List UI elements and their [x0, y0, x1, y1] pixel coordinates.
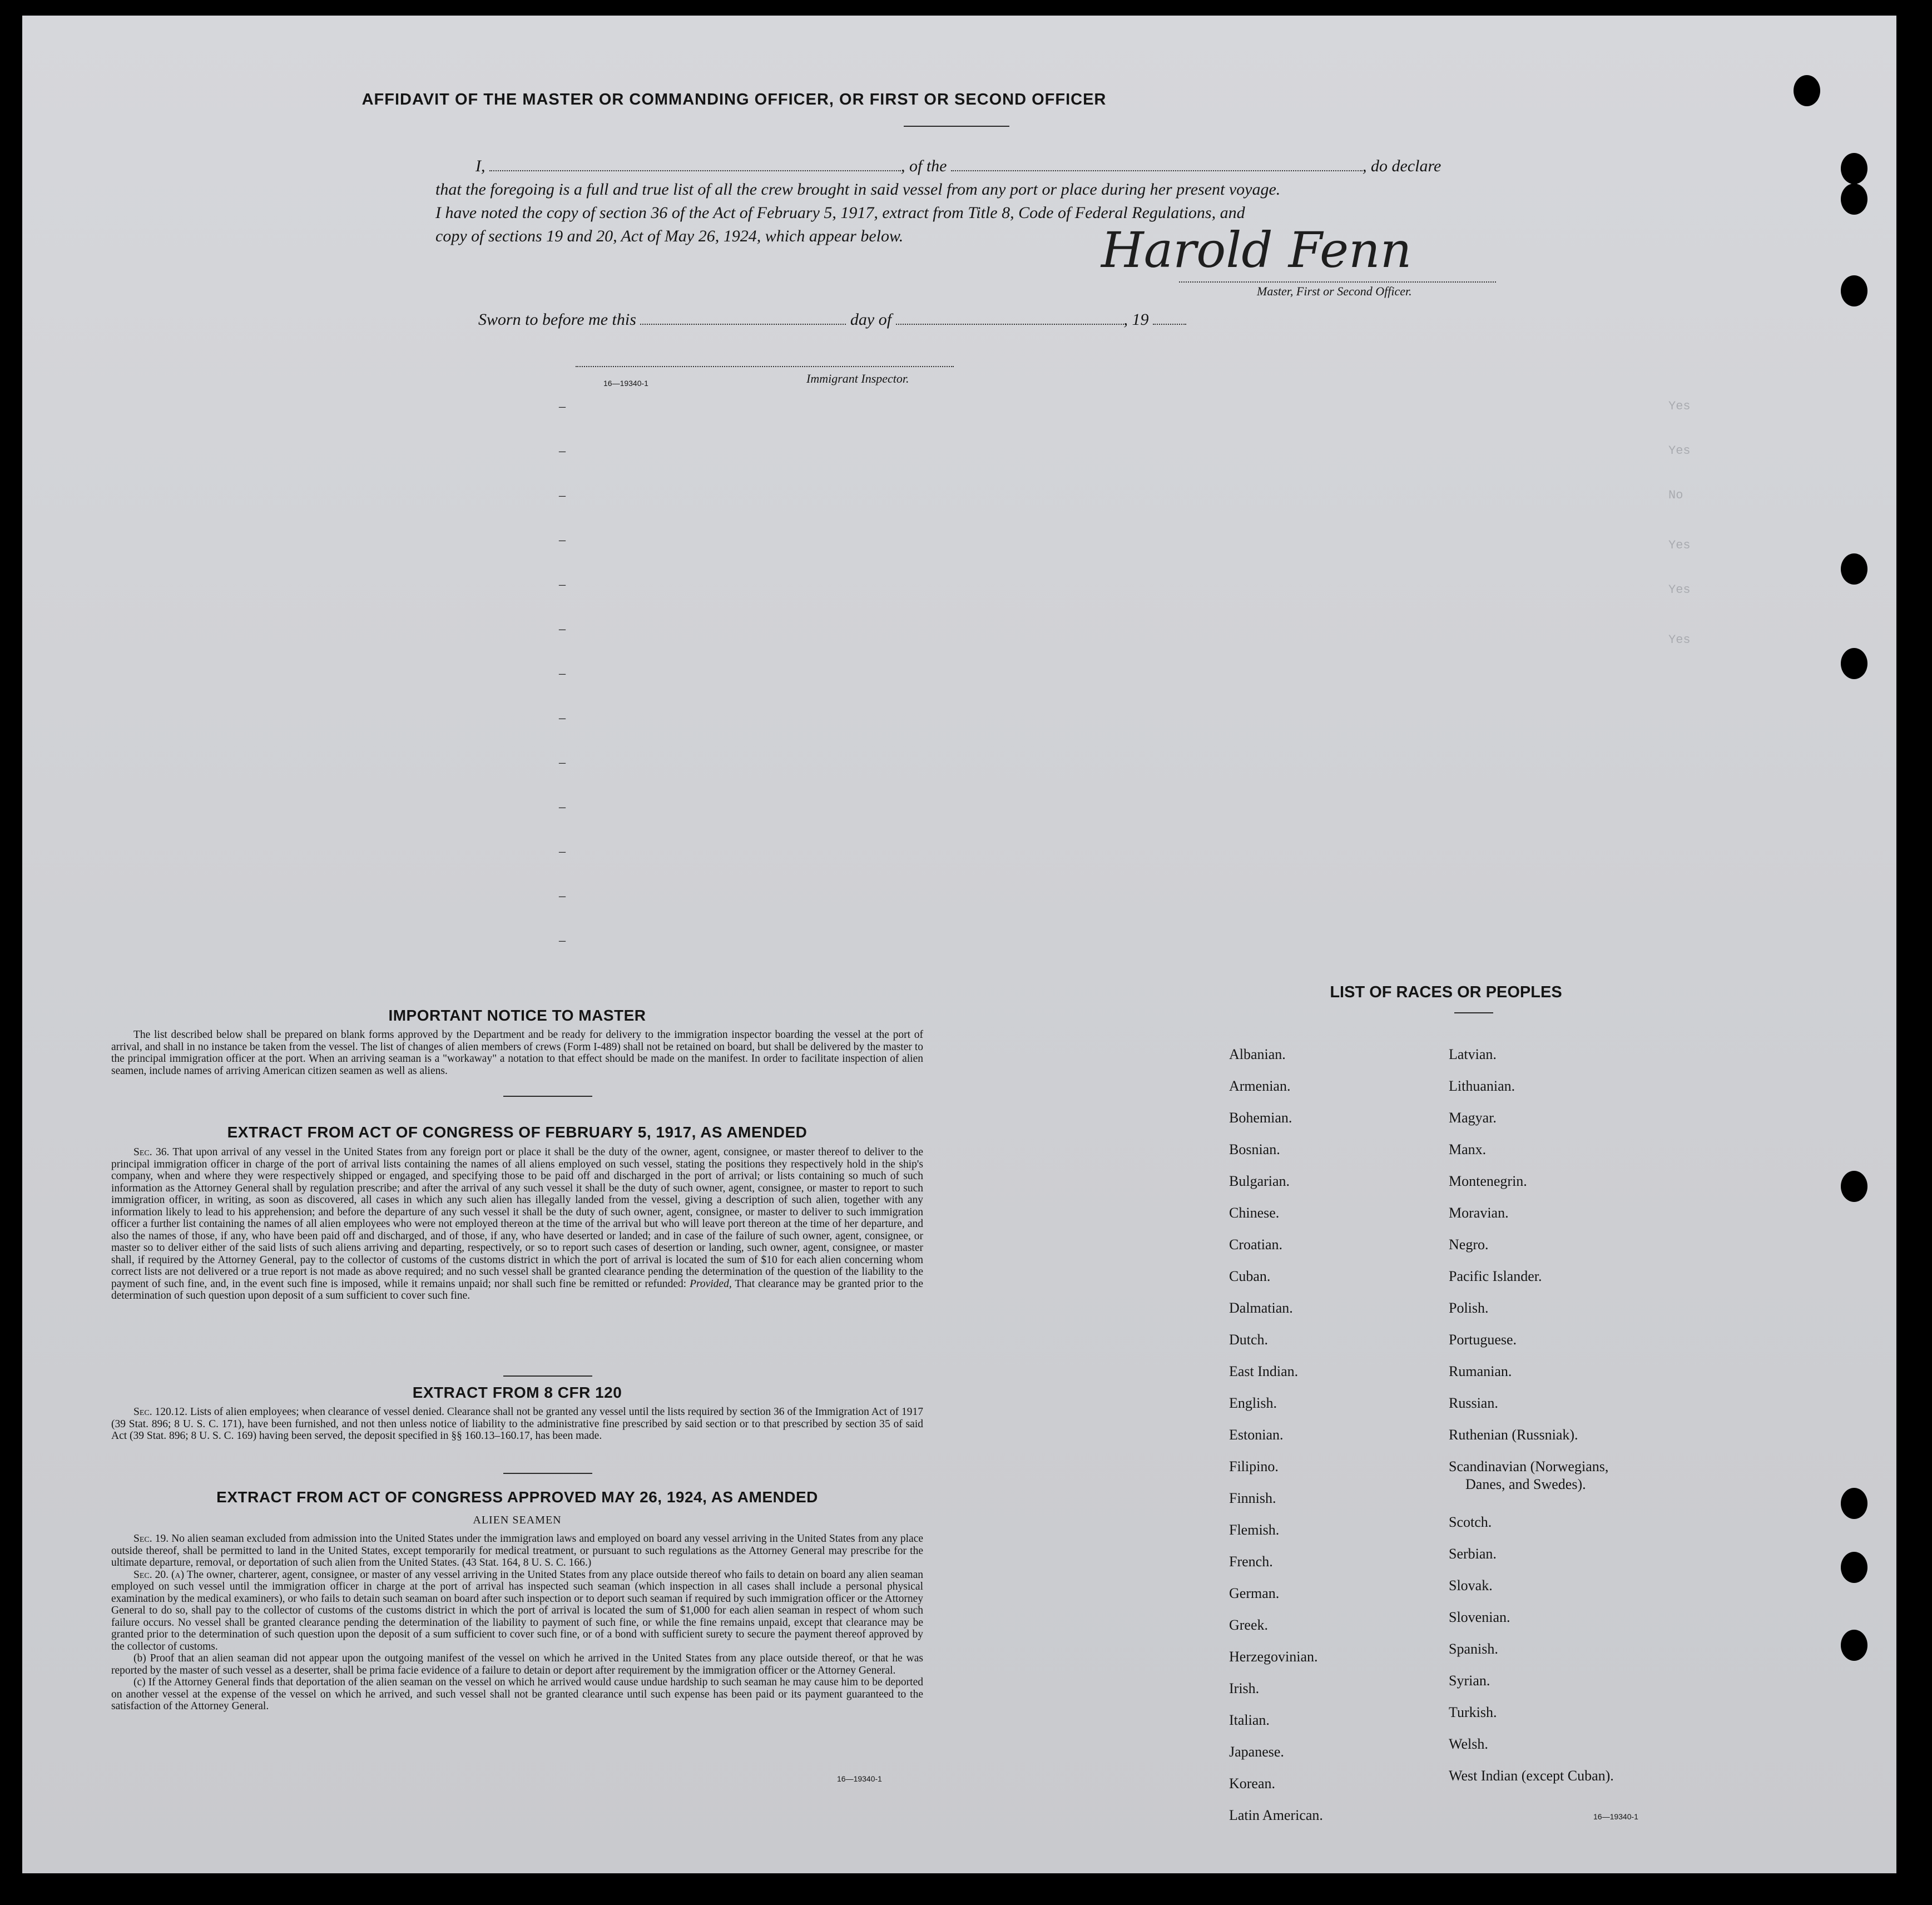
race-left: East Indian.	[1229, 1363, 1299, 1379]
signature-caption: Master, First or Second Officer.	[1257, 284, 1412, 298]
race-left: French.	[1229, 1553, 1273, 1570]
proviso-text: That clearance may be granted prior to the determination of such question upon deposit of a sum sufficient to cover such fine.	[111, 1278, 924, 1302]
punch-hole	[1841, 153, 1867, 184]
form-number-bottom-left: 16—19340-1	[837, 1774, 882, 1783]
race-right: Montenegrin.	[1449, 1173, 1527, 1189]
sec-19-label: Sec. 19.	[133, 1533, 169, 1545]
signature-line	[1179, 281, 1496, 283]
race-left: Chinese.	[1229, 1205, 1280, 1221]
race-right: Russian.	[1449, 1395, 1498, 1411]
row-mark: –	[559, 800, 566, 814]
extract-1917-text	[111, 1146, 923, 1302]
race-left: Greek.	[1229, 1617, 1269, 1633]
sworn-line	[478, 308, 1186, 331]
sworn-year: , 19	[1123, 310, 1149, 329]
extract-cfr-title: EXTRACT FROM 8 CFR 120	[412, 1384, 622, 1401]
race-right: Danes, and Swedes).	[1465, 1476, 1586, 1492]
race-right: Rumanian.	[1449, 1363, 1512, 1379]
form-number-bottom-right: 16—19340-1	[1593, 1812, 1638, 1821]
race-left: Albanian.	[1229, 1046, 1286, 1062]
notice-title: IMPORTANT NOTICE TO MASTER	[388, 1007, 646, 1024]
row-mark: –	[559, 399, 566, 414]
sec-20a-paragraph	[111, 1569, 923, 1653]
alien-seamen-subtitle: ALIEN SEAMEN	[473, 1514, 562, 1526]
race-right: Magyar.	[1449, 1110, 1497, 1126]
race-right: Moravian.	[1449, 1205, 1509, 1221]
punch-hole	[1841, 648, 1867, 679]
row-mark: –	[559, 933, 566, 948]
divider	[503, 1375, 592, 1377]
form-page	[22, 16, 1896, 1873]
affidavit-line-4: copy of sections 19 and 20, Act of May 26, 1924, which appear below.	[435, 227, 904, 245]
master-signature: Harold Fenn	[1101, 221, 1412, 279]
divider	[904, 126, 1009, 127]
punch-hole	[1841, 1171, 1867, 1202]
sec-20c-paragraph: (c) If the Attorney General finds that deportation of the alien seaman on the vessel on which he arrived would cause undue hardship to such seaman he may cause him to be deported on another vessel at the expense of the vessel on which he arrived, and such vessel shall not be granted clearance until such expense has been paid or its payment guaranteed to the satisfaction of the Attorney General.	[111, 1676, 923, 1712]
bleed-through-text: Yes	[1668, 538, 1691, 552]
race-left: Flemish.	[1229, 1522, 1280, 1538]
sec-36-text: That upon arrival of any vessel in the United States from any foreign port or place it shall be the duty of the owner, agent, consignee, or master thereof to deliver to the principal immigration officer in charge of the port of arrival lists containing the names of all aliens employed on such vessel, stating the positions they respectively hold in the ship's company, when and where they were respectively shipped or engaged, and specifying those to be paid off and discharged in the port of arrival; or lists containing so much of such information as the Attorney General shall by regulation prescribe; and after the arrival of any such vessel it shall be the duty of such owner, agent, consignee, or master to report to such immigration officer, in writing, as soon as discovered, all cases in which any such alien has illegally landed from the vessel, giving a description of such alien, together with any information likely to lead to his apprehension; and before the departure of any such vessel it shall be the duty of such owner, agent, consignee, or master to deliver to such immigration officer a further list containing the names of all alien employees who were not employed thereon at the time of the arrival but who will leave port thereon at the time of her departure, and also the names of those, if any, who have been paid off and discharged, and of those, if any, who have deserted or landed; and in case of the failure of such owner, agent, consignee, or master so to deliver either of the said lists of such aliens arriving and departing, respectively, or so to report such cases of desertion or landing, such owner, agent, consignee, or master shall, if required by the Attorney General, pay to the collector of customs of the customs district in which the port of arrival is located the sum of $10 for each alien concerning whom correct lists are not delivered or a true report is not made as above required; and no such vessel shall be granted clearance pending the determination of the question of the liability to the payment of such fine, and, in the event such fine is imposed, while it remains unpaid; nor shall such fine be remitted or refunded:	[111, 1146, 923, 1290]
bleed-through-text: Yes	[1668, 399, 1691, 413]
sec-20a-text: The owner, charterer, agent, consignee, or master of any vessel arriving in the United States from any place outside thereof who fails to detain on board any alien seaman employed on such vessel until the immigration officer in charge at the port of arrival has inspected such seaman (which inspection in all cases shall include a personal physical examination by the medical examiners), or who fails to detain such seaman on board after such inspection or to deport such seaman if required by such immigration officer or the Attorney General to do so, shall pay to the collector of customs of the customs district in which the port of arrival is located the sum of $1,000 for each alien seaman in respect of whom such failure occurs. No vessel shall be granted clearance pending the determination of the liability to payment of such fine, or while the fine remains unpaid, except that clearance may be granted prior to the determination of such question upon the deposit of a sum sufficient to cover such fine, or of a bond with sufficient surety to secure the payment thereof approved by the collector of customs.	[111, 1568, 923, 1652]
punch-hole	[1794, 75, 1820, 106]
race-left: English.	[1229, 1395, 1277, 1411]
vessel-blank[interactable]	[951, 170, 1363, 171]
row-mark: –	[559, 711, 566, 725]
race-right: Spanish.	[1449, 1641, 1498, 1657]
bleed-through-text: Yes	[1668, 633, 1691, 647]
race-right: Slovak.	[1449, 1577, 1493, 1594]
race-right: Lithuanian.	[1449, 1078, 1515, 1094]
sec-20b-paragraph: (b) Proof that an alien seaman did not appear upon the outgoing manifest of the vessel on which he arrived in the United States from any place outside thereof, or that he was reported by the master of such vessel as a deserter, shall be prima facie evidence of a failure to detain or deport after requirement by the immigration officer or the Attorney General.	[111, 1652, 923, 1676]
bleed-through-text: No	[1668, 488, 1683, 502]
divider	[503, 1473, 592, 1474]
race-left: Cuban.	[1229, 1268, 1271, 1284]
sec-120-text: Lists of alien employees; when clearance of vessel denied. Clearance shall not be granted any vessel until the lists required by section 36 of the Immigration Act of 1917 (39 Stat. 896; 8 U. S. C. 171), have been furnished, and not then unless notice of liability to the administrative fine prescribed by said section or to that prescribed by section 35 of said Act (39 Stat. 896; 8 U. S. C. 169) having been served, the deposit specified in §§ 160.13–160.17, has been made.	[111, 1406, 923, 1442]
race-right: Pacific Islander.	[1449, 1268, 1542, 1284]
race-right: Manx.	[1449, 1141, 1487, 1157]
race-right: Scotch.	[1449, 1514, 1492, 1530]
affidavit-line-3: I have noted the copy of section 36 of the Act of February 5, 1917, extract from Title 8, Code of Federal Regulations, and	[435, 204, 1245, 222]
race-left: Italian.	[1229, 1712, 1270, 1728]
race-right: Syrian.	[1449, 1673, 1490, 1689]
race-right: Scandinavian (Norwegians,	[1449, 1458, 1609, 1474]
row-mark: –	[559, 533, 566, 547]
race-left: Croatian.	[1229, 1236, 1283, 1253]
notice-text: The list described below shall be prepared on blank forms approved by the Department and be ready for delivery to the immigration inspector boarding the vessel at the port of arrival, and shall in no instance be taken from the vessel. The list of changes of alien members of crews (Form I-489) shall not be retained on board, but shall be delivered by the master to the principal immigration officer at the port. When an arriving seaman is a "workaway" a notation to that effect should be made on the manifest. In order to facilitate inspection of alien seamen, include names of arriving American citizen seamen as well as aliens.	[111, 1029, 923, 1077]
sec-19-text: No alien seaman excluded from admission into the United States under the immigration laws and employed on board any vessel arriving in the United States from any place outside thereof, shall be permitted to land in the United States, except temporarily for medical treatment, or pursuant to such regulations as the Attorney General may prescribe for the ultimate departure, removal, or deportation of such alien from the United States. (43 Stat. 164, 8 U. S. C. 166.)	[111, 1533, 923, 1568]
affidavit-line-1	[475, 155, 1441, 178]
bleed-through-text: Yes	[1668, 583, 1691, 597]
race-left: Estonian.	[1229, 1427, 1284, 1443]
race-right: West Indian (except Cuban).	[1449, 1768, 1614, 1784]
punch-hole	[1841, 1488, 1867, 1519]
race-right: Welsh.	[1449, 1736, 1488, 1752]
races-title: LIST OF RACES OR PEOPLES	[1330, 983, 1562, 1001]
race-left: Finnish.	[1229, 1490, 1276, 1506]
race-left: Latin American.	[1229, 1807, 1323, 1823]
name-blank[interactable]	[489, 170, 901, 171]
punch-hole	[1841, 553, 1867, 585]
bleed-through-text: Yes	[1668, 444, 1691, 458]
race-right: Latvian.	[1449, 1046, 1497, 1062]
inspector-caption: Immigrant Inspector.	[806, 372, 909, 385]
row-mark: –	[559, 444, 566, 458]
form-number-top: 16—19340-1	[603, 379, 648, 388]
race-right: Slovenian.	[1449, 1609, 1510, 1625]
race-left: Bulgarian.	[1229, 1173, 1290, 1189]
sworn-day-of: day of	[850, 310, 892, 329]
sec-36-label: Sec. 36.	[133, 1146, 170, 1158]
row-mark: –	[559, 844, 566, 859]
race-right: Portuguese.	[1449, 1332, 1517, 1348]
row-mark: –	[559, 622, 566, 636]
extract-1924-title: EXTRACT FROM ACT OF CONGRESS APPROVED MAY 26, 1924, AS AMENDED	[216, 1488, 818, 1506]
race-left: German.	[1229, 1585, 1280, 1601]
race-left: Bosnian.	[1229, 1141, 1280, 1157]
row-mark: –	[559, 488, 566, 503]
sec-120-label: Sec. 120.12.	[133, 1406, 188, 1418]
race-left: Herzegovinian.	[1229, 1649, 1318, 1665]
affidavit-line-2: that the foregoing is a full and true list of all the crew brought in said vessel from any port or place during her present voyage.	[435, 180, 1281, 199]
punch-hole	[1841, 1630, 1867, 1661]
row-mark: –	[559, 666, 566, 681]
row-mark: –	[559, 755, 566, 770]
race-right: Ruthenian (Russniak).	[1449, 1427, 1578, 1443]
race-left: Irish.	[1229, 1680, 1260, 1696]
inspector-signature-line	[576, 366, 954, 367]
race-left: Dutch.	[1229, 1332, 1269, 1348]
race-right: Turkish.	[1449, 1704, 1497, 1720]
race-right: Serbian.	[1449, 1546, 1497, 1562]
extract-1917-title: EXTRACT FROM ACT OF CONGRESS OF FEBRUARY 5, 1917, AS AMENDED	[227, 1124, 808, 1141]
sworn-prefix: Sworn to before me this	[478, 310, 636, 329]
day-blank[interactable]	[640, 323, 846, 325]
sec-19-paragraph	[111, 1533, 923, 1569]
month-blank[interactable]	[896, 323, 1124, 325]
sec-20a-label: Sec. 20. (a)	[133, 1568, 185, 1581]
race-left: Japanese.	[1229, 1744, 1284, 1760]
extract-1924-text	[111, 1533, 923, 1713]
extract-cfr-text	[111, 1406, 923, 1442]
affidavit-of-the: , of the	[901, 157, 947, 175]
race-left: Filipino.	[1229, 1458, 1279, 1474]
punch-hole	[1841, 1552, 1867, 1583]
divider	[503, 1096, 592, 1097]
row-mark: –	[559, 889, 566, 903]
year-blank[interactable]	[1153, 323, 1186, 325]
race-left: Dalmatian.	[1229, 1300, 1293, 1316]
row-mark: –	[559, 577, 566, 592]
punch-hole	[1841, 184, 1867, 215]
proviso-label: Provided,	[690, 1278, 732, 1290]
affidavit-i: I,	[475, 157, 486, 175]
race-left: Korean.	[1229, 1775, 1276, 1792]
race-left: Bohemian.	[1229, 1110, 1292, 1126]
affidavit-do-declare: , do declare	[1363, 157, 1441, 175]
affidavit-title: AFFIDAVIT OF THE MASTER OR COMMANDING OFFICER, OR FIRST OR SECOND OFFICER	[361, 91, 1107, 108]
race-left: Armenian.	[1229, 1078, 1291, 1094]
race-right: Negro.	[1449, 1236, 1489, 1253]
punch-hole	[1841, 275, 1867, 306]
divider	[1454, 1012, 1493, 1013]
race-right: Polish.	[1449, 1300, 1489, 1316]
